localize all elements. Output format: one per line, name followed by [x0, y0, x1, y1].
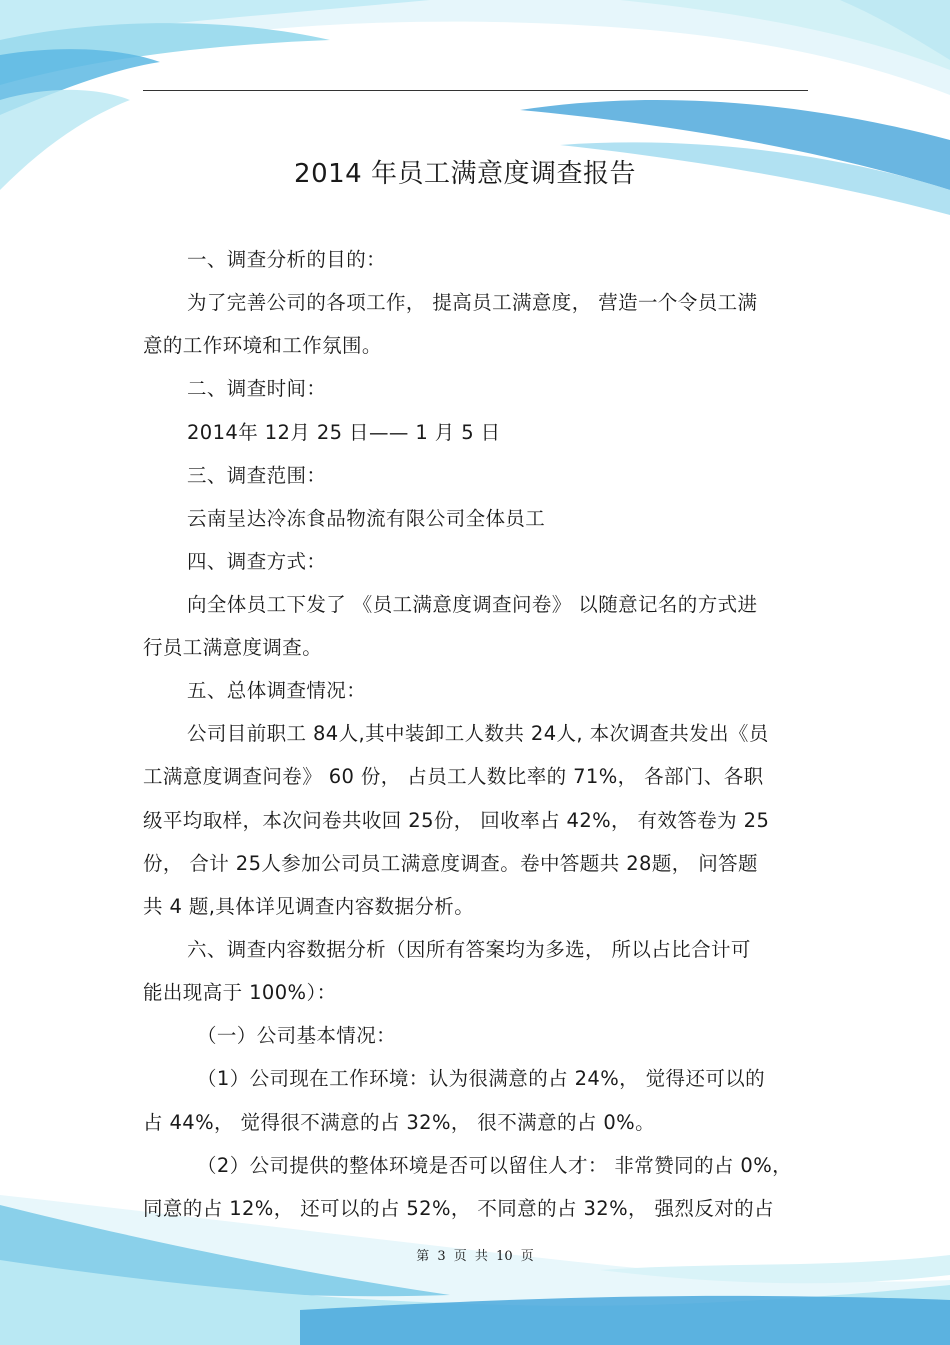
paragraph-line: （2）公司提供的整体环境是否可以留住人才： 非常赞同的占 0%，	[197, 1154, 793, 1177]
header-rule	[143, 90, 808, 91]
section-heading-analysis: 六、调查内容数据分析（因所有答案均为多选， 所以占比合计可	[187, 938, 751, 961]
paragraph-line: 同意的占 12%， 还可以的占 52%， 不同意的占 32%， 强烈反对的占	[143, 1197, 774, 1220]
section-heading-scope: 三、调查范围：	[187, 464, 327, 487]
paragraph-line: 向全体员工下发了 《员工满意度调查问卷》 以随意记名的方式进	[187, 593, 758, 616]
paragraph-line: 工满意度调查问卷》 60 份， 占员工人数比率的 71%， 各部门、各职	[143, 765, 764, 788]
paragraph-line: 为了完善公司的各项工作， 提高员工满意度， 营造一个令员工满	[187, 291, 758, 314]
paragraph-line: 云南呈达冷冻食品物流有限公司全体员工	[187, 507, 546, 530]
paragraph-line: 共 4 题,具体详见调查内容数据分析。	[143, 895, 475, 918]
paragraph-line: 公司目前职工 84人,其中装卸工人数共 24人, 本次调查共发出《员	[187, 722, 769, 745]
section-heading-purpose: 一、调查分析的目的：	[187, 248, 387, 271]
paragraph-line: 级平均取样，本次问卷共收回 25份， 回收率占 42%， 有效答卷为 25	[143, 809, 770, 832]
paragraph-line: 2014年 12月 25 日—— 1 月 5 日	[187, 421, 501, 444]
document-title: 2014 年员工满意度调查报告	[294, 159, 636, 189]
paragraph-line: （1）公司现在工作环境：认为很满意的占 24%， 觉得还可以的	[197, 1067, 766, 1090]
section-heading-time: 二、调查时间：	[187, 377, 327, 400]
section-heading-method: 四、调查方式：	[187, 550, 327, 573]
subsection-heading-basics: （一）公司基本情况：	[197, 1024, 397, 1047]
paragraph-line: 份， 合计 25人参加公司员工满意度调查。卷中答题共 28题， 问答题	[143, 852, 758, 875]
paragraph-line: 占 44%， 觉得很不满意的占 32%， 很不满意的占 0%。	[143, 1111, 656, 1134]
page-number-footer: 第 3 页 共 10 页	[416, 1249, 534, 1264]
section-heading-overview: 五、总体调查情况：	[187, 679, 367, 702]
paragraph-line: 能出现高于 100%）：	[143, 981, 337, 1004]
paragraph-line: 意的工作环境和工作氛围。	[143, 334, 382, 357]
paragraph-line: 行员工满意度调查。	[143, 636, 323, 659]
